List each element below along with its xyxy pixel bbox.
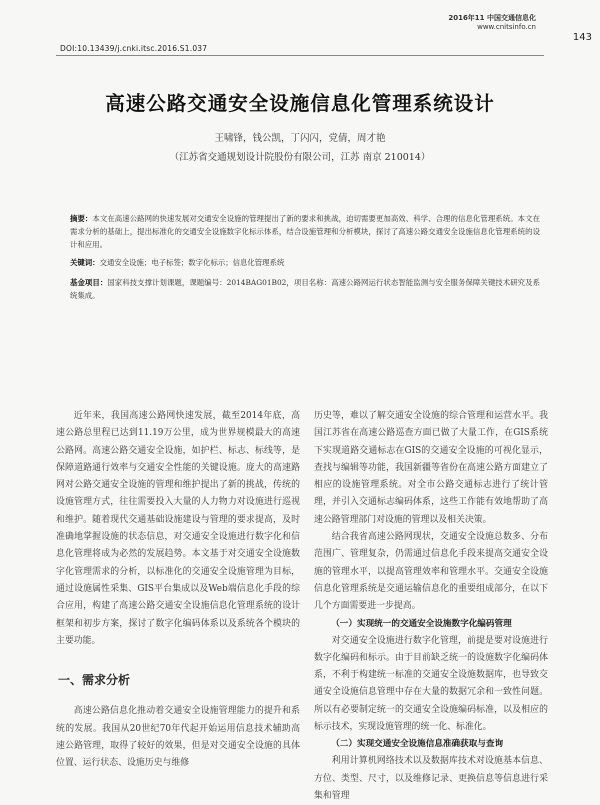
paper-title: 高速公路交通安全设施信息化管理系统设计 — [105, 92, 495, 115]
body-paragraph: 历史等，难以了解交通安全设施的综合管理和运营水平。我国江苏省在高速公路巡查方面已做了大量工作，在GIS系统下实现道路交通标志在GIS的交通安全设施的可视化显示，查找与编辑等功能，我国新疆等省份在高速公路方面建立了相应的设施管理系统。对全市公路交通标志进行了统计管理，并引入交通标志编码体系，这些工作能有效地帮助了高速公路管理部门对设施的管理以及相关决策。 — [314, 411, 548, 525]
header-rule — [56, 55, 544, 56]
affiliation: （江苏省交通规划设计院股份有限公司，江苏 南京 210014） — [169, 152, 431, 163]
doi: DOI:10.13439/j.cnki.itsc.2016.S1.037 — [60, 44, 208, 53]
left-column — [56, 408, 300, 773]
keywords-label: 关键词： — [70, 258, 100, 267]
abstract-label: 摘要： — [70, 214, 93, 223]
section-heading: 一、需求分析 — [58, 673, 131, 688]
abstract-text: 本文在高速公路网的快速发展对交通安全设施的管理提出了新的要求和挑战，迫切需要更加高效、科学、合理的信息化管理系统。本文在需求分析的基础上，提出标准化的交通安全设施数字化标示体系，结合设施管理和分析模块，探讨了高速公路交通安全设施信息化管理系统的设计和应用。 — [70, 214, 540, 249]
fund-text: 国家科技支撑计划课题，课题编号：2014BAG01B02，项目名称：高速公路网运行状态智能监测与安全服务保障关键技术研究及系统集成。 — [70, 278, 540, 300]
website: www.cnitsinfo.cn — [477, 23, 536, 31]
body-paragraph: 利用计算机网络技术以及数据库技术对设施基本信息、方位、类型、尺寸，以及维修记录、更换信息等信息进行采集和管理 — [314, 756, 548, 801]
keywords-text: 交通安全设施；电子标签；数字化标示；信息化管理系统 — [99, 258, 285, 267]
right-column — [314, 408, 548, 805]
fund-label: 基金项目： — [70, 278, 108, 287]
body-paragraph: 高速公路信息化推动着交通安全设施管理能力的提升和系统的发展。我国从20世纪70年代起开始运用信息技术辅助高速公路管理，取得了较好的效果，但是对交通安全设施的具体位置、运行状态、设施历史与维修 — [56, 706, 300, 769]
body-paragraph: 对交通安全设施进行数字化管理，前提是要对设施进行数字化编码和标示。由于目前缺乏统一的设施数字化编码体系，不利于构建统一标准的交通安全设施数据库，也导致交通安全设施信息管理中存在大量的数据冗余和一致性问题。所以有必要制定统一的交通安全设施编码标准，以及相应的标示技术，实现设施管理的统一化、标准化。 — [314, 635, 548, 733]
authors: 王啸锋，钱公凯，丁闪闪，党倩，周才艳 — [214, 133, 386, 144]
body-paragraph: 近年来，我国高速公路网快速发展，截至2014年底，高速公路总里程已达到11.19万公里，成为世界规模最大的高速公路网。高速公路交通安全设施，如护栏、标志、标线等，是保障道路通行效率与交通安全性能的关键设施。庞大的高速路网对公路交通安全设施的管理和维护提出了新的挑战，传统的设施管理方式，往往需要投入大量的人力物力对设施进行巡视和维护。随着现代交通基础设施建设与管理的要求提高，及时准确地掌握设施的状态信息，对交通安全设施进行数字化和信息化管理将成为必然的发展趋势。本文基于对交通安全设施数字化管理需求的分析，以标准化的交通安全设施管理为目标，通过设施属性采集、GIS平台集成以及Web端信息化手段的综合应用，构建了高速公路交通安全设施信息化管理系统的设计框架和初步方案，探讨了数字化编码体系以及系统各个模块的主要功能。 — [56, 411, 300, 646]
subsection-heading: （一）实现统一的交通安全设施数字化编码管理 — [331, 618, 512, 629]
page-number: 143 — [572, 32, 592, 43]
magazine-name: 2016年11 中国交通信息化 — [448, 14, 536, 22]
keywords — [70, 256, 540, 269]
running-header — [448, 14, 536, 32]
fund — [70, 276, 540, 302]
body-paragraph: 结合我省高速公路网现状，交通安全设施总数多、分布范围广、管理复杂，仍需通过信息化手段来提高交通安全设施的管理水平，以提高管理效率和管理水平。交通安全设施信息化管理系统是交通运输信息化的重要组成部分，在以下几个方面需要进一步提高。 — [314, 532, 548, 612]
abstract — [70, 212, 540, 251]
subsection-heading: （二）实现交通安全设施信息准确获取与查询 — [331, 739, 504, 750]
